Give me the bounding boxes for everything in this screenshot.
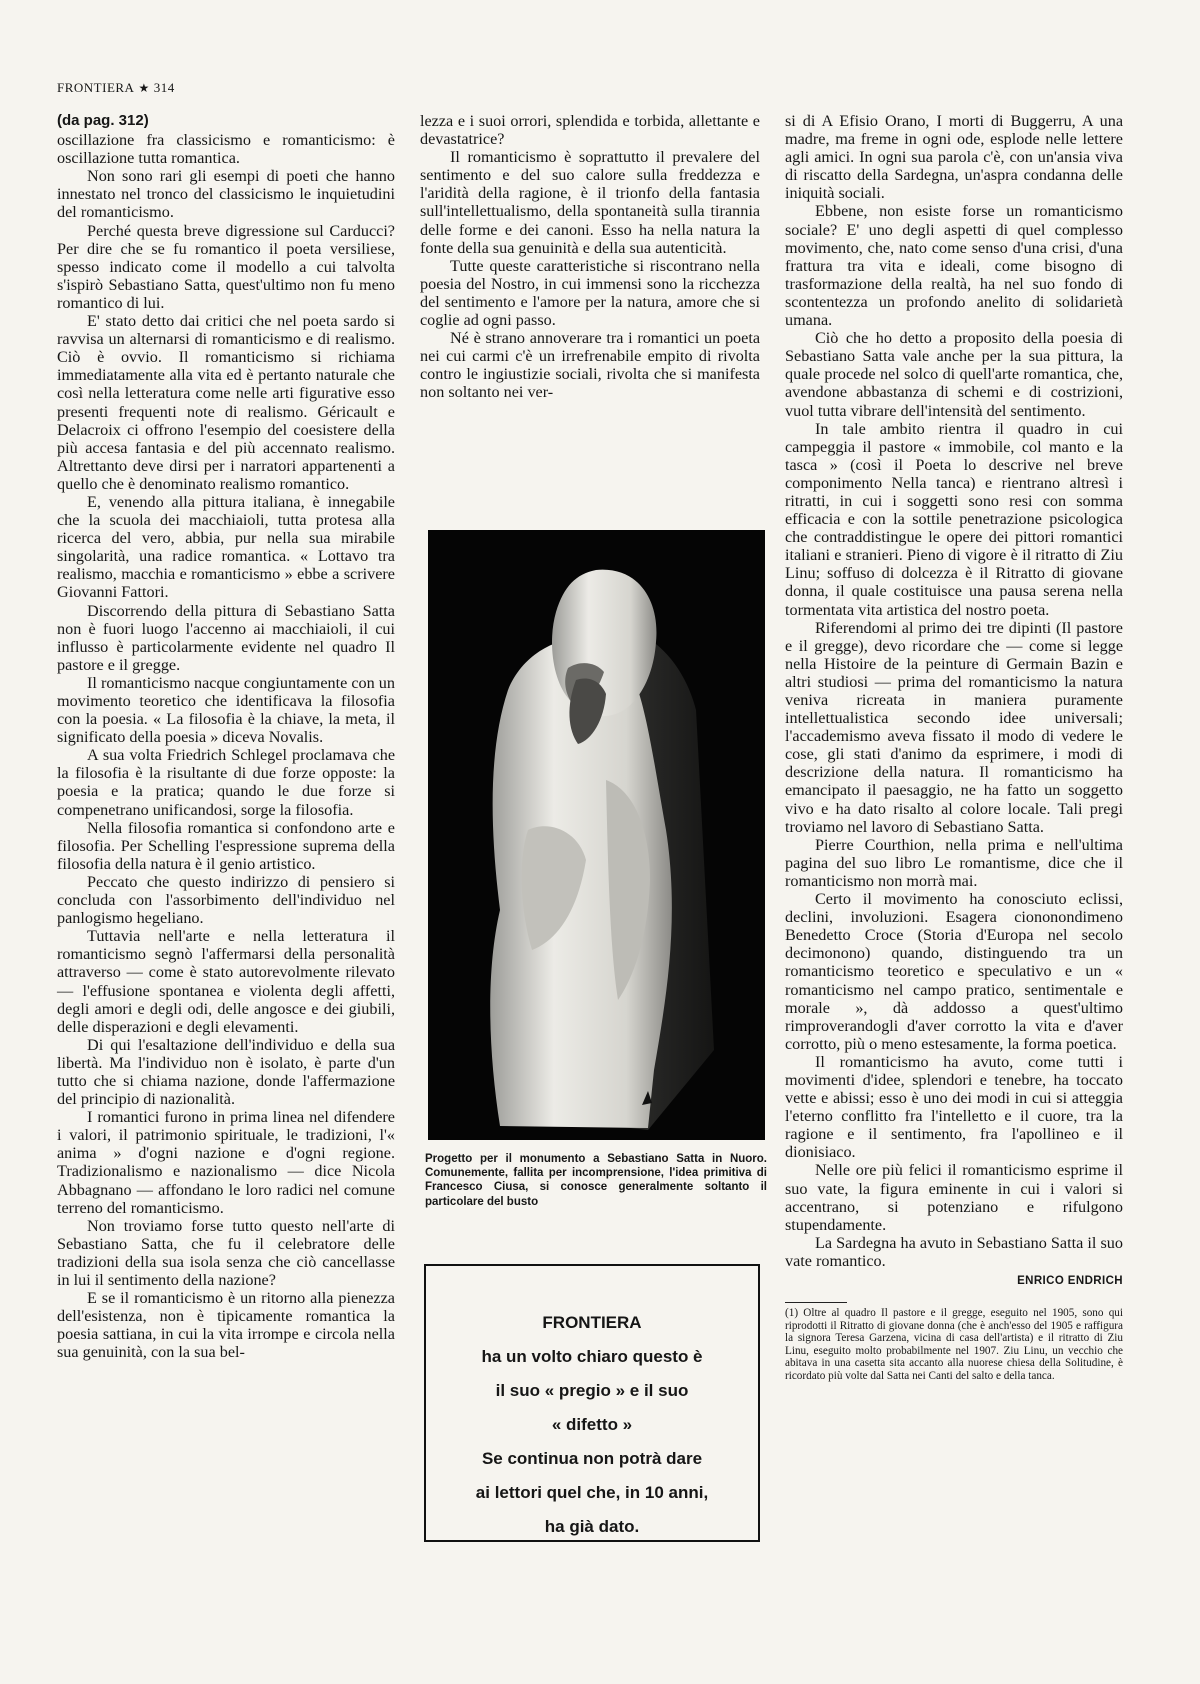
paragraph: Certo il movimento ha conosciuto eclissi, declini, involuzioni. Esagera ciononondimeno Benedetto Croce (Storia d'Europa nel secolo decimonono) quando, distinguendo tra un romanticismo teoretico e speculativo e un « romanticismo nel campo pratico, sentimentale e morale », dà addosso a quest'ultimo rimproverandogli d'aver corrotto la vita e d'aver corrotto, più o meno estesamente, la forma poetica. [785,890,1123,1053]
paragraph: Non sono rari gli esempi di poeti che hanno innestato nel tronco del classicismo le inquietudini del romanticismo. [57,167,395,222]
promo-line: FRONTIERA [542,1313,642,1332]
paragraph: E' stato detto dai critici che nel poeta sardo si ravvisa un alternarsi di romanticismo e di realismo. Ciò è ovvio. Il romanticismo si richiama immediatamente alla vita ed è pertanto naturale che così nella letteratura come nelle arti figurative esso presenti frequenti note di realismo. Géricault e Delacroix ci offrono l'esempio del coesistere della più accesa fantasia e del più accennato realismo. Altrettanto deve dirsi per i narratori appartenenti a quello che è denominato realismo romantico. [57,312,395,493]
paragraph: Il romanticismo ha avuto, come tutti i movimenti d'idee, splendori e tenebre, ha toccato vette e abissi; esso è uno dei modi in cui si atteggia l'eterno conflitto fra l'intelletto e il cuore, tra la ragione e il sentimento, fra l'apollineo e il dionisiaco. [785,1052,1123,1162]
footnote: (1) Oltre al quadro Il pastore e il gregge, eseguito nel 1905, sono qui riprodotti il Ritratto di giovane donna (che è anch'esso del 1905 e raffigura la signora Teresa Garzena, vicina di casa dell'artista) e il ritratto di Ziu Linu, eseguito molto probabilmente nel 1907. Ziu Linu, un vecchio che abitava in una casetta sita accanto alla nuorese chiesa della Solitudine, è ricordato più volte dal Satta nei Canti del salto e della tanca. [785,1307,1123,1383]
footnote-divider [785,1302,847,1303]
promo-line: ai lettori quel che, in 10 anni, [475,1483,709,1502]
paragraph: Il romanticismo è soprattutto il prevalere del sentimento e del suo calore sulla freddezza e l'aridità della ragione, è il trionfo della fantasia sull'intellettualismo, della spontaneità sulla tirannia delle forme e dei canoni. Esso ha nella natura la fonte della sua genuinità e della sua autenticità. [420,148,760,257]
paragraph: Nella filosofia romantica si confondono arte e filosofia. Per Schelling l'espressione suprema della filosofia della natura è il genio artistico. [57,818,395,873]
continued-from: (da pag. 312) [57,112,149,129]
star-icon: ★ [138,81,150,95]
article-column-3 [785,112,1123,1383]
paragraph: Non troviamo forse tutto questo nell'arte di Sebastiano Satta, che fu il celebratore delle tradizioni della sua isola senza che ciò cancellasse in lui il sentimento della nazione? [57,1216,395,1289]
paragraph: Pierre Courthion, nella prima e nell'ultima pagina del suo libro Le romantisme, dice che il romanticismo non morrà mai. [785,835,1123,890]
paragraph: lezza e i suoi orrori, splendida e torbida, allettante e devastatrice? [420,112,760,149]
paragraph: Peccato che questo indirizzo di pensiero si concluda con l'assorbimento dell'individuo nel panlogismo hegeliano. [57,872,395,928]
page-header [57,80,175,96]
frontiera-promo-box [424,1264,760,1542]
paragraph: Riferendomi al primo dei tre dipinti (Il pastore e il gregge), devo ricordare che — come si legge nella Histoire de la peinture di Germain Bazin e altri studiosi — prima del romanticismo la natura veniva ricreata in maniera puramente intellettualistica secondo idee universali; l'accademismo aveva fissato il modo di vedere le cose, gli stati d'animo da esprimere, i modi di descrizione della natura. Il romanticismo ha emancipato il paesaggio, ne ha fatto un soggetto vivo e ha dato risalto al colore locale. Tali pregi troviamo nel lavoro di Sebastiano Satta. [785,618,1123,836]
paragraph: La Sardegna ha avuto in Sebastiano Satta il suo vate romantico. [785,1233,1123,1270]
promo-line: « difetto » [551,1415,633,1434]
paragraph: Ebbene, non esiste forse un romanticismo sociale? E' uno degli aspetti di quel complesso movimento, che, nato come senso d'una crisi, d'una frattura tra vita e ideali, come bisogno di trasformazione della realtà, ha nel suo fondo di scontentezza un profondo anelito di solidarietà umana. [785,202,1123,330]
paragraph: Ciò che ho detto a proposito della poesia di Sebastiano Satta vale anche per la sua pittura, la quale procede nel solco di quell'arte romantica, che, avendone abbastanza di schemi e di costrizioni, vuol tutta vibrare dell'intensità del sentimento. [785,329,1123,420]
paragraph: Tutte queste caratteristiche si riscontrano nella poesia del Nostro, in cui immensi sono la ricchezza del sentimento e l'amore per la natura, amore che si coglie ad ogni passo. [420,256,760,330]
paragraph: In tale ambito rientra il quadro in cui campeggia il pastore « immobile, col manto e la tasca » (così il Poeta lo descrive nel breve componimento Nella tanca) e rientrano altresì i ritratti, in cui i soggetti sono resi con somma efficacia e con la sottile penetrazione psicologica che contraddistingue le opere dei pittori romantici italiani e stranieri. Pieno di vigore è il ritratto di Ziu Linu; soffuso di dolcezza è il Ritratto di giovane donna, il quale costituisce una pausa serena nella tormentata vita artistica del nostro poeta. [785,419,1123,619]
paragraph: si di A Efisio Orano, I morti di Buggerru, A una madre, ma freme in ogni ode, esplode nelle lettere agli amici. In ogni sua parola c'è, con un'ansia viva di riscatto della Sardegna, un'aspra condanna delle iniquità sociali. [785,112,1123,203]
photo-caption: Progetto per il monumento a Sebastiano Satta in Nuoro. Comunemente, fallita per incomprensione, l'idea primitiva di Francesco Ciusa, si conosce generalmente soltanto il particolare del busto [425,1153,767,1208]
paragraph: Nelle ore più felici il romanticismo esprime il suo vate, la figura eminente in cui i valori si accentrano, si potenziano e rifulgono stupendamente. [785,1161,1123,1234]
paragraph: Discorrendo della pittura di Sebastiano Satta non è fuori luogo l'accenno ai macchiaioli, il cui influsso è particolarmente evidente nel quadro Il pastore e il gregge. [57,601,395,674]
paragraph: Il romanticismo nacque congiuntamente con un movimento teoretico che identificava la filosofia con la poesia. « La filosofia è la chiave, la meta, il significato della poesia » diceva Novalis. [57,673,395,747]
paragraph: A sua volta Friedrich Schlegel proclamava che la filosofia è la risultante di due forze opposte: la poesia e la pratica; quando le due forze si compenetrano unificandosi, sorge la filosofia. [57,746,395,819]
paragraph: oscillazione fra classicismo e romanticismo: è oscillazione tutta romantica. [57,131,395,168]
magazine-name: FRONTIERA [57,80,135,95]
promo-line: il suo « pregio » e il suo [495,1381,689,1400]
sculpture-photo [428,530,765,1140]
paragraph: E se il romanticismo è un ritorno alla pienezza dell'esistenza, non è tipicamente romantica la poesia sattiana, in cui la vita irrompe e circola nella sua genuinità, con la sua bel- [57,1289,395,1362]
promo-line: ha un volto chiaro questo è [481,1347,703,1366]
paragraph: Né è strano annoverare tra i romantici un poeta nei cui carmi c'è un irrefrenabile empito di rivolta contro le ingiustizie sociali, rivolta che si manifesta non soltanto nei ver- [420,329,760,402]
promo-line: ha già dato. [544,1517,640,1536]
paragraph: Perché questa breve digressione sul Carducci? Per dire che se fu romantico il poeta versiliese, spesso indicato come il modello a cui talvolta s'ispirò Sebastiano Satta, quest'ultimo non fu meno romantico di lui. [57,221,395,312]
article-column-2 [420,112,760,402]
article-column-1 [57,112,395,1361]
page-number: 314 [153,80,175,95]
sculpture-image [428,530,765,1140]
paragraph: I romantici furono in prima linea nel difendere i valori, il patrimonio spirituale, le tradizioni, l'« anima » d'ogni nazione e d'ogni regione. Tradizionalismo e nazionalismo — dice Nicola Abbagnano — affondano le loro radici nel comune terreno del romanticismo. [57,1108,395,1217]
paragraph: Tuttavia nell'arte e nella letteratura il romanticismo segnò l'affermarsi della personalità attraverso — come è stato autorevolmente rilevato — l'effusione spontanea e violenta degli affetti, degli amori e degli odi, delle angosce e dei giubili, delle disperazioni e degli elevamenti. [57,927,395,1036]
author-name: ENRICO ENDRICH [1017,1275,1123,1287]
promo-line: Se continua non potrà dare [481,1449,703,1468]
paragraph: E, venendo alla pittura italiana, è innegabile che la scuola dei macchiaioli, tutta protesa alla ricerca del vero, abbia, pur nella sua mirabile singolarità, una radice romantica. « Lottavo tra realismo, macchia e romanticismo » ebbe a scrivere Giovanni Fattori. [57,492,395,602]
paragraph: Di qui l'esaltazione dell'individuo e della sua libertà. Ma l'individuo non è isolato, è parte d'un tutto che si chiama nazione, donde l'affermazione del principio di nazionalità. [57,1035,395,1109]
